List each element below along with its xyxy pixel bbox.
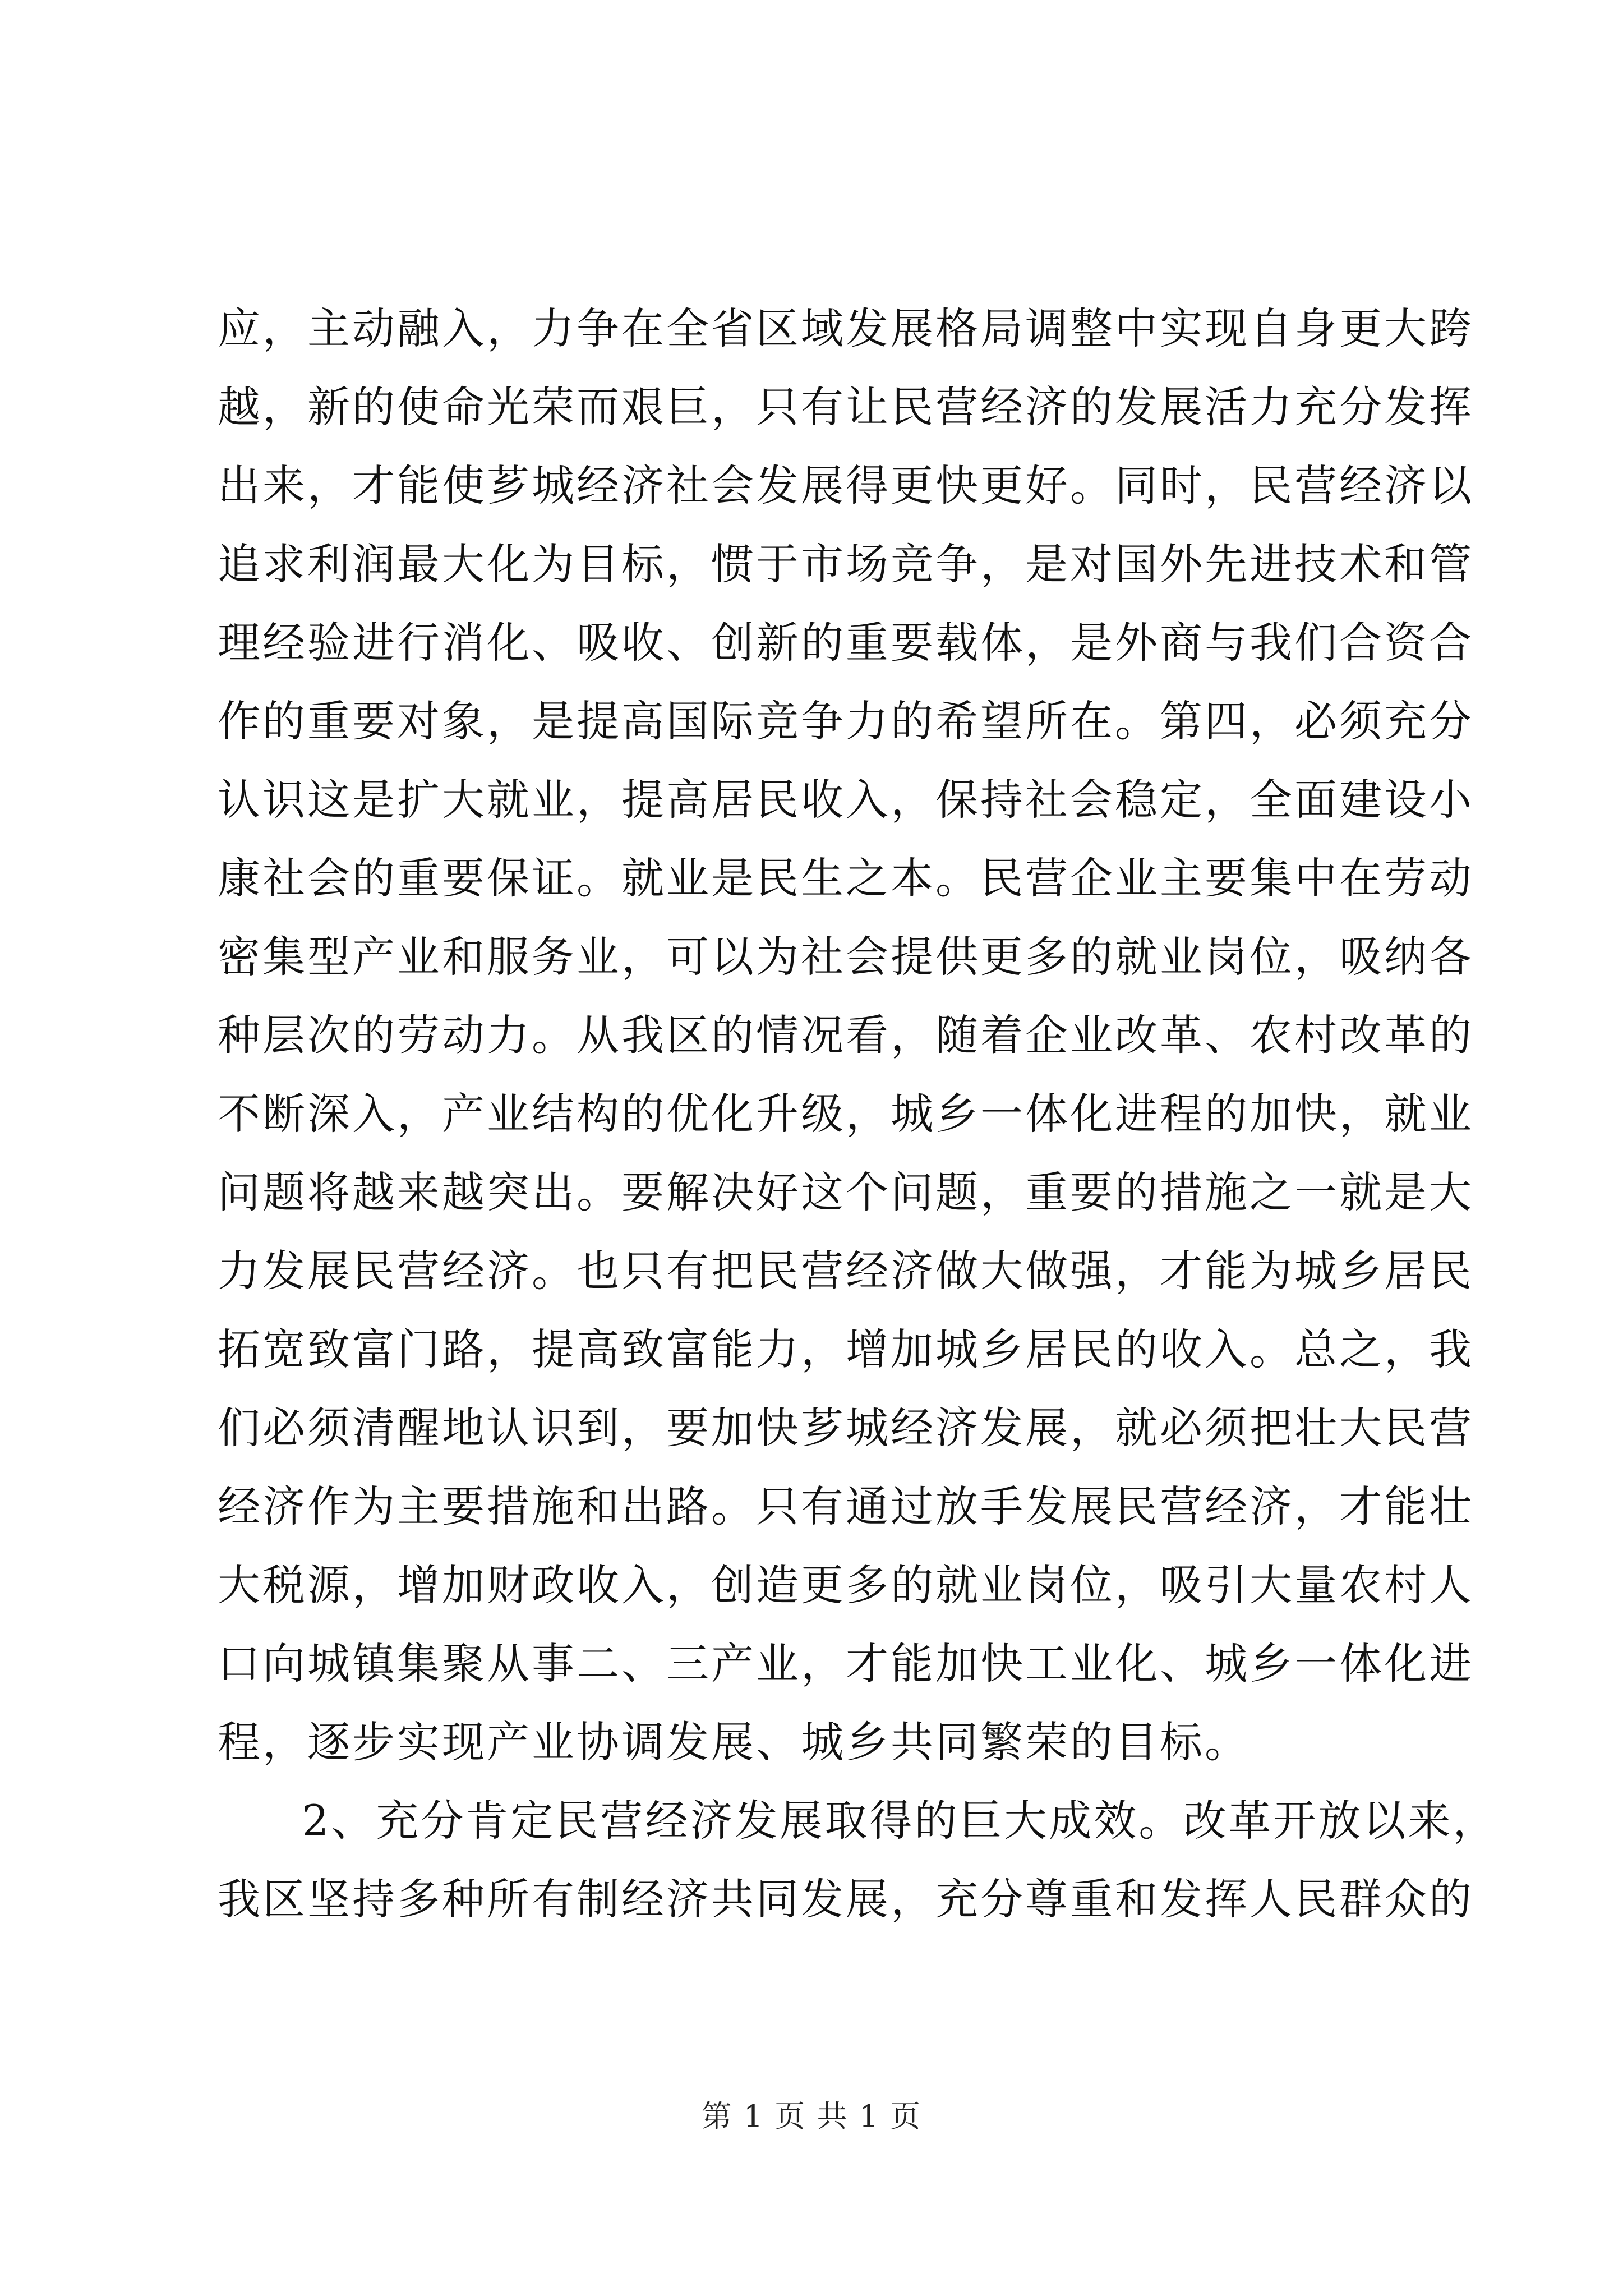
text-line: 康社会的重要保证。就业是民生之本。民营企业主要集中在劳动 — [218, 853, 1474, 903]
text-line: 种层次的劳动力。从我区的情况看，随着企业改革、农村改革的 — [218, 1010, 1474, 1060]
text-line: 经济作为主要措施和出路。只有通过放手发展民营经济，才能壮 — [218, 1481, 1474, 1531]
text-line: 作的重要对象，是提高国际竞争力的希望所在。第四，必须充分 — [218, 696, 1474, 746]
text-line: 大税源，增加财政收入，创造更多的就业岗位，吸引大量农村人 — [218, 1560, 1474, 1610]
text-line: 们必须清醒地认识到，要加快芗城经济发展，就必须把壮大民营 — [218, 1403, 1474, 1453]
body-text — [218, 289, 1498, 1939]
page-footer: 第 1 页 共 1 页 — [701, 2099, 922, 2134]
text-line: 追求利润最大化为目标，惯于市场竞争，是对国外先进技术和管 — [218, 539, 1474, 589]
text-line: 不断深入，产业结构的优化升级，城乡一体化进程的加快，就业 — [218, 1089, 1474, 1139]
text-line: 口向城镇集聚从事二、三产业，才能加快工业化、城乡一体化进 — [218, 1639, 1474, 1688]
text-line: 程，逐步实现产业协调发展、城乡共同繁荣的目标。 — [218, 1717, 1249, 1767]
text-line: 应，主动融入，力争在全省区域发展格局调整中实现自身更大跨 — [218, 303, 1474, 353]
text-line: 密集型产业和服务业，可以为社会提供更多的就业岗位，吸纳各 — [218, 932, 1474, 982]
paragraph-start-line: 2、充分肯定民营经济发展取得的巨大成效。改革开放以来， — [302, 1796, 1498, 1846]
text-line: 越，新的使命光荣而艰巨，只有让民营经济的发展活力充分发挥 — [218, 382, 1474, 432]
text-line: 力发展民营经济。也只有把民营经济做大做强，才能为城乡居民 — [218, 1246, 1474, 1296]
text-line: 认识这是扩大就业，提高居民收入，保持社会稳定，全面建设小 — [218, 775, 1474, 825]
text-line: 理经验进行消化、吸收、创新的重要载体，是外商与我们合资合 — [218, 618, 1474, 668]
text-line: 问题将越来越突出。要解决好这个问题，重要的措施之一就是大 — [218, 1167, 1474, 1217]
text-line: 出来，才能使芗城经济社会发展得更快更好。同时，民营经济以 — [218, 461, 1474, 510]
text-line: 我区坚持多种所有制经济共同发展，充分尊重和发挥人民群众的 — [218, 1874, 1474, 1924]
text-line: 拓宽致富门路，提高致富能力，增加城乡居民的收入。总之，我 — [218, 1324, 1474, 1374]
